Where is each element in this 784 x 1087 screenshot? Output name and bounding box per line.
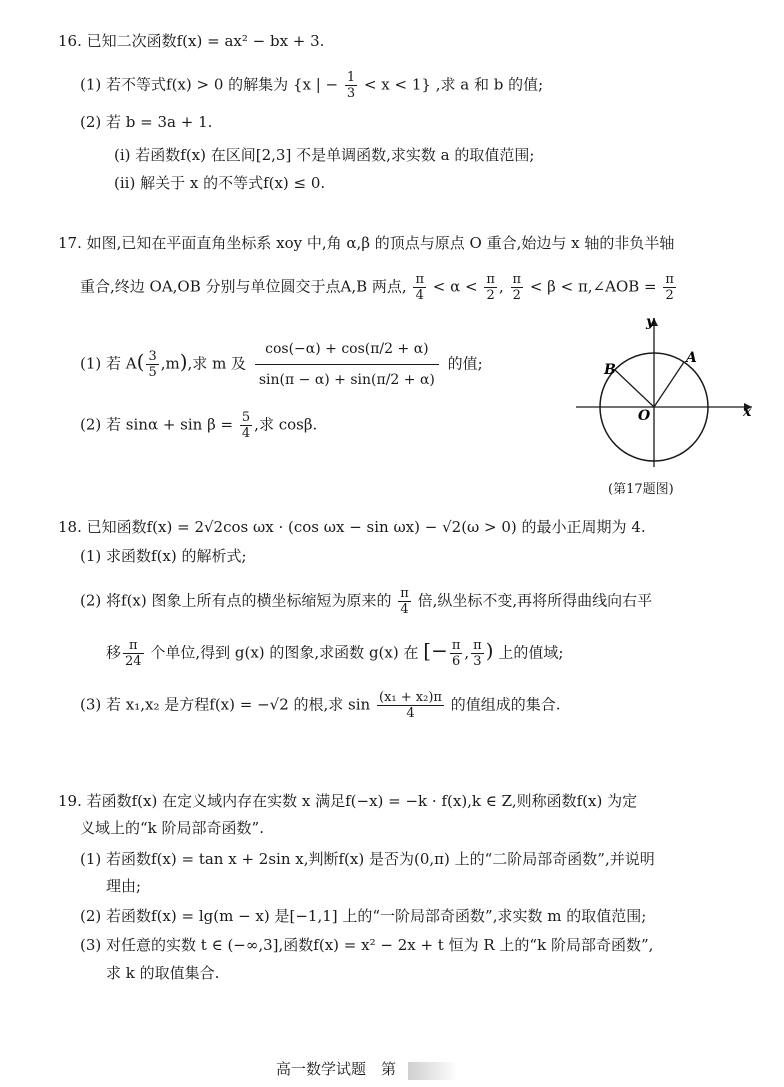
q16-part2: (2) 若 b = 3a + 1.	[80, 113, 213, 131]
q19-part1-line2: 理由;	[106, 877, 142, 895]
point-a-label: A	[686, 350, 697, 366]
q17-stem-line1: 17. 如图,已知在平面直角坐标系 xoy 中,角 α,β 的顶点与原点 O 重合,始边与 x 轴的非负半轴	[58, 234, 675, 252]
ray-oa	[654, 362, 684, 407]
q17-part2: (2) 若 sinα + sin β = $\frac{5}{4}$ ,求 cosβ.	[80, 410, 318, 441]
q16-set-left: {x | −	[292, 75, 339, 94]
q19-stem-line1: 19. 若函数f(x) 在定义域内存在实数 x 满足f(−x) = −k · f(x),k ∈ Z,则称函数f(x) 为定	[58, 792, 638, 810]
q16-part1-ask: ,求 a 和 b 的值;	[435, 75, 544, 94]
q16-part2-ii: (ii) 解关于 x 的不等式f(x) ≤ 0.	[114, 174, 326, 192]
q16-part1-text: (1) 若不等式f(x) > 0 的解集为	[80, 75, 289, 94]
q18-part1: (1) 求函数f(x) 的解析式;	[80, 547, 247, 565]
q16-set-fraction: $\frac{1}{3}$	[346, 70, 356, 101]
origin-label: O	[638, 408, 651, 424]
q18-stem: 18. 已知函数f(x) = 2√2cos ωx · (cos ωx − sin ωx) − √2(ω > 0) 的最小正周期为 4.	[58, 518, 646, 536]
q16-set-right: < x < 1}	[363, 75, 431, 94]
q19-part3-line2: 求 k 的取值集合.	[106, 964, 220, 982]
page-footer: 高一数学试题 第	[276, 1060, 397, 1078]
q16-part2-i: (i) 若函数f(x) 在区间[2,3] 不是单调函数,求实数 a 的取值范围;	[114, 146, 535, 164]
q16-part1	[80, 70, 543, 101]
q18-part2-line1: (2) 将f(x) 图象上所有点的横坐标缩短为原来的 $\frac{\pi}{4}$ 倍,纵坐标不变,再将所得曲线向右平	[80, 586, 653, 617]
q18-part2-line2: 移 $\frac{\pi}{24}$ 个单位,得到 g(x) 的图象,求函数 g(x) 在 [− $\frac{\pi}{6}$ , $\frac{\pi}{3}$ ) 上的值域;	[106, 638, 564, 669]
q17-unit-circle-figure	[572, 312, 758, 472]
x-label: x	[743, 404, 752, 420]
ray-ob	[615, 370, 654, 407]
footer-fade	[408, 1062, 458, 1080]
q17-part1: (1) 若 A( $\frac{3}{5}$ ,m),求 m 及 $\frac{\cos(-\alpha) + \cos(\pi/2 + \alpha)}{\sin(\pi - \alpha) + \sin(\pi/2 + \alpha)}$ 的值;	[80, 338, 483, 391]
point-b-label: B	[604, 362, 616, 378]
q19-stem-line2: 义域上的“k 阶局部奇函数”.	[80, 819, 264, 837]
q19-part3-line1: (3) 对任意的实数 t ∈ (−∞,3],函数f(x) = x² − 2x + t 恒为 R 上的“k 阶局部奇函数”,	[80, 936, 654, 954]
q17-trig-fraction: $\frac{\cos(-\alpha) + \cos(\pi/2 + \alpha)}{\sin(\pi - \alpha) + \sin(\pi/2 + \alpha)}$	[255, 338, 439, 391]
q17-figure-caption: (第17题图)	[608, 482, 674, 497]
q19-part1-line1: (1) 若函数f(x) = tan x + 2sin x,判断f(x) 是否为(0,π) 上的“二阶局部奇函数”,并说明	[80, 850, 655, 868]
q19-part2: (2) 若函数f(x) = lg(m − x) 是[−1,1] 上的“一阶局部奇函数”,求实数 m 的取值范围;	[80, 907, 647, 925]
q17-stem-line2: 重合,终边 OA,OB 分别与单位圆交于点A,B 两点, $\frac{\pi}{4}$ < α < $\frac{\pi}{2}$ , $\frac{\pi}{2}$ < β < π,∠AOB = $\frac{\pi}{2}$	[80, 272, 674, 303]
q18-part3: (3) 若 x₁,x₂ 是方程f(x) = −√2 的根,求 sin $\frac{\text{(x₁ + x₂)π}}{4}$ 的值组成的集合.	[80, 690, 561, 721]
y-label: y	[646, 314, 655, 330]
q16-stem: 16. 已知二次函数f(x) = ax² − bx + 3.	[58, 32, 325, 50]
